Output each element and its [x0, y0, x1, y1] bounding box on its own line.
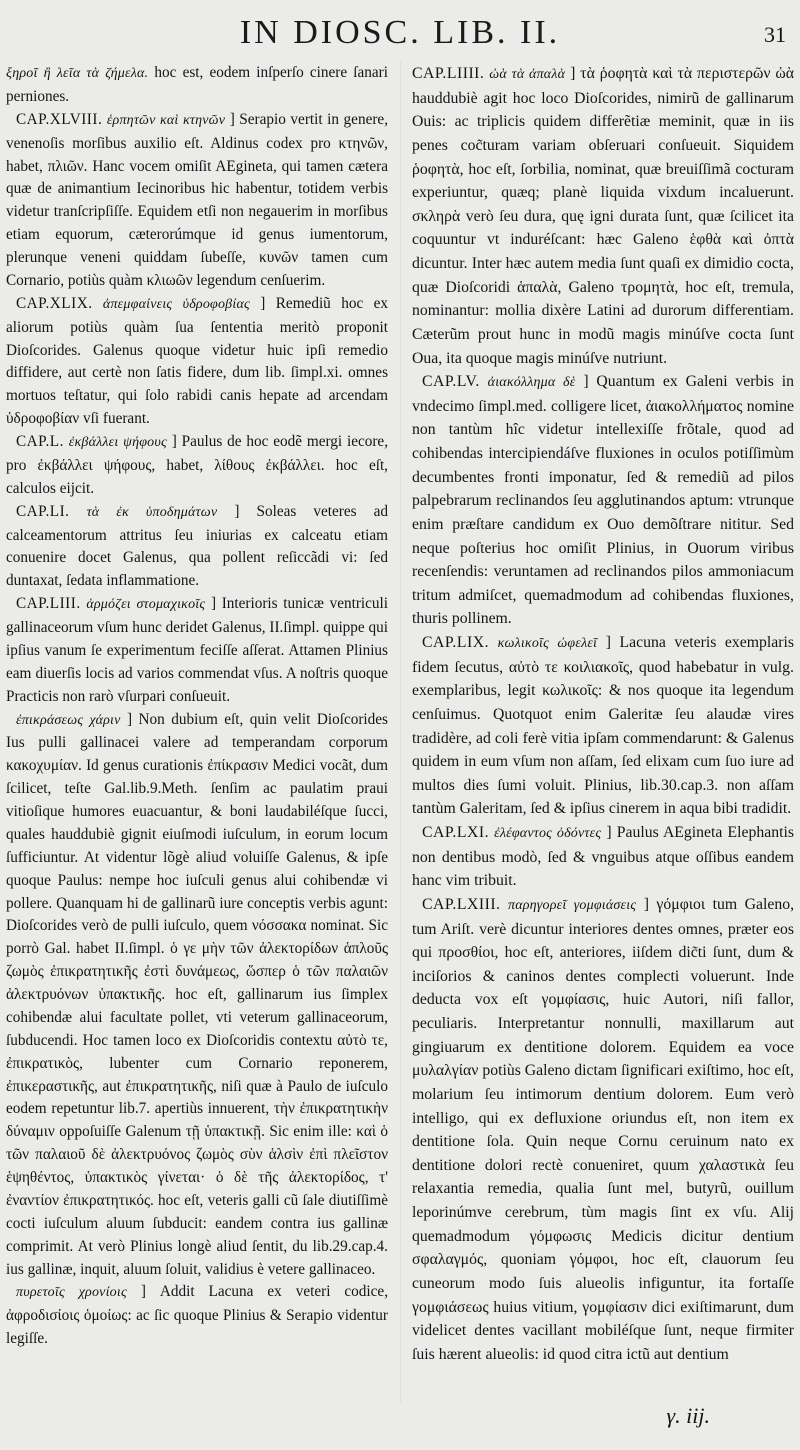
- commentary-text: ] Soleas veteres ad calceamentorum attritus ſeu iniurias ex calceatu etiam conuenire docet Galenus, qua pollent reſiccãdi vi: ſed duntaxat, ſedata inflammatione.: [6, 502, 389, 590]
- commentary-text: ] Interioris tunicæ ventriculi gallinaceorum vſum hunc deridet Galenus, II.ſimpl. quippe qui ipſius vanum ſe experimentum feciſſe aſſerat. Attamen Plinius eam diuerſis locis ad varios commendat vſus. A noſtris quoque Practicis non rarò vſurpari conſueuit.: [6, 595, 389, 705]
- greek-lemma: παρηγορεῖ γομφιάσεις: [507, 897, 637, 913]
- commentary-paragraph: [412, 631, 794, 821]
- commentary-paragraph: [412, 370, 794, 631]
- chapter-heading: CAP.XLVIII.: [16, 110, 103, 128]
- commentary-paragraph: [412, 62, 794, 370]
- chapter-heading: CAP.LI.: [16, 502, 70, 520]
- commentary-paragraph: [6, 109, 388, 293]
- chapter-heading: CAP.LXI.: [422, 824, 490, 841]
- left-column: [6, 62, 388, 1351]
- chapter-heading: CAP.LXIII.: [422, 895, 501, 913]
- commentary-text: ] Addit Lacuna ex veteri codice, ἀφροδισίοις ὁμοίως: ac ſic quoque Plinius & Serapio videntur legiſſe.: [6, 1283, 389, 1348]
- commentary-text: ] Lacuna veteris exemplaris fidem ſecutus, αὐτὸ τε κοιλιακοῖς, quod habebatur in vulg. exemplaribus, legit κωλικοῖς: & nos quoque ita legendum cenſuimus. Quotquot enim Galeritæ ſeu alaudæ vires tradidère, ad coli ferè vitia ipſam commendarunt: & Galenus quidem in eum vſum non aſſam, ſed elixam cum ſuo iure ad multos dies ſumi voluit. Plinius, lib.30.cap.3. non aſſam tantùm Galeritam, ſed & ipſius cinerem in aqua bibi tradidit.: [412, 634, 794, 818]
- commentary-paragraph: [6, 501, 388, 594]
- chapter-heading: CAP.LIX.: [422, 634, 490, 651]
- right-column: [412, 62, 794, 1366]
- commentary-text: ] Paulus de hoc eodẽ mergi iecore, pro ἐκβάλλει ψήφους, habet, λίθους ἐκβάλλει. hoc eſt, calculos eijcit.: [6, 433, 389, 497]
- commentary-text: hoc est, eodem inſperſo cinere ſanari perniones.: [6, 64, 389, 105]
- greek-lemma: ἀιακόλλημα δὲ: [487, 375, 576, 391]
- chapter-heading: CAP.LV.: [422, 373, 480, 391]
- commentary-paragraph: [412, 893, 794, 1367]
- commentary-paragraph: [6, 1281, 388, 1351]
- commentary-text: ] Paulus AEgineta Elephantis non dentibus modò, ſed & vnguibus atque oſſibus eandem hanc vim tribuit.: [412, 824, 795, 890]
- greek-lemma: πυρετοῖς χρονίοις: [16, 1285, 127, 1301]
- greek-lemma: ἑρπητῶν καὶ κτηνῶν: [106, 112, 226, 128]
- greek-lemma: ἐλέφαντος ὀδόντες: [494, 826, 602, 841]
- column-gutter: [400, 62, 401, 1402]
- greek-lemma: ἐκβάλλει ψήφους: [68, 435, 167, 450]
- greek-lemma: ἐπικράσεως χάριν: [16, 712, 121, 728]
- commentary-paragraph: [6, 62, 388, 109]
- greek-lemma: ἀπεμφαίνεις ὑδροφοβίας: [102, 296, 250, 312]
- greek-lemma: ξηροῖ ἢ λεῖα τὰ ζήμελα.: [6, 66, 149, 81]
- commentary-text: ] Serapio vertit in genere, venenoſis morſibus auxilio eſt. Aldinus codex pro κτηνῶν, habet, πλιῶν. Hanc vocem omiſit AEgineta, qui tamen cætera quæ de animantium Iecinoribus hic habentur, totidem verbis videtur tranſcripſiſſe. Equidem etſi non negauerim in morſibus etiam equorum, cæterorúmque id genus iumentorum, plerunque veneni quiddam ſubeſſe, κυνῶν tamen cum Cornario, potiùs quàm κλιωῶν legendum cenſuerim.: [6, 110, 389, 289]
- page-header: [0, 14, 800, 54]
- commentary-paragraph: [6, 709, 388, 1282]
- greek-lemma: ὠὰ τὰ ἁπαλὰ: [489, 67, 566, 82]
- commentary-text: ] Non dubium eſt, quin velit Dioſcorides Ius pulli gallinacei valere ad temperandam corporum κακοχυμίαν. Id genus curationis ἐπίκρασιν Medici vocãt, dum ſcilicet, teſte Gal.lib.9.Meth. ſenſim ac paulatim praui vitioſique humores euacuantur, & boni laudabiléſque ſucci, quales hauddubiè gignit eiuſmodi iuſculum, in eorum locum ſufficiuntur. At videntur lõgè aliud voluiſſe Galenus, & ipſe quoque Paulus: nempe hoc iuſculi genus alui cohibendæ vi pollere. Quanquam hi de gallinarũ iure conceptis verbis agunt: Dioſcorides verò de pulli iuſculo, quem νόσσακα nominat. Sic porrò Gal. habet II.ſimpl. ὁ γε μὴν τῶν ἀλεκτορίδων ἁπλοῦς ζωμὸς ἐπικρατητικῆς ἐστὶ δυνάμεως, ὥσπερ ὁ τῶν παλαιῶν ἀλεκτρυόνων ὑπακτικῆς. hoc eſt, gallinarum ius ſimplex cohibendæ alui facultate pollet, vti veterum gallinaceorum, ſubducendi. Hoc tamen loco ex Dioſcoridis contextu αὐτὸ τε, ἐπικρατικὸς, lubenter cum Cornario reponerem, ἐπικεραστικῆς, aut ἐπικρατητικῆς, niſi quæ à Paulo de iuſculo eodem repetuntur lib.7. apertiùs innuerent, τὴν ἐπικρατητικὴν δύναμιν oppoſuiſſe Galenum τῇ ὑπακτικῇ. Sic enim ille: καὶ ὁ τῶν παλαιοῦ δὲ ἀλεκτρυόνος ζωμὸς σὺν ἁλσὶν ἐπὶ πλεῖστον ἑψηθέντος, ὑπακτικὸς γίνεται· ὁ δὲ τῆς ἀλεκτορίδος, τ' ἐναντίον ἐπικρατητικός. hoc eſt, veteris galli cũ ſale diutiſſimè cocti iuſculum aluum ſubducit: eandem contra ius gallinæ comprimit. At verò Plinius longè aliud ſentit, du lib.29.cap.4. ius gallinæ, inquit, aluum ſoluit, validius è vetere gallinaceo.: [6, 710, 388, 1278]
- chapter-heading: CAP.LIII.: [16, 595, 81, 613]
- chapter-heading: CAP.L.: [16, 433, 64, 450]
- commentary-text: ] τὰ ῥοφητὰ καὶ τὰ περιστερῶν ὠὰ hauddubiè agit hoc loco Dioſcorides, nimirũ de gallinarum Ouis: ac triplicis quidem differẽtiæ meminit, quæ in iis penes coc̃turam variam obſeruari conſueuit. Siquidem ῥοφητὰ, hoc eſt, ſorbilia, nominat, quæ breuiſſimã cocturam experiuntur, quæq; planè liquida vixdum incaluerunt. σκληρὰ verò ſeu dura, quę igni durata ſunt, quæ ſcilicet ita coquuntur vt induréſcant: hæc Galeno ἑφθὰ καὶ ὀπτὰ dicuntur. Inter hæc autem media ſunt quaſi ex dimidio cocta, quæ Dioſcoridi ἁπαλὰ, Galeno τρομητὰ, hoc eſt, tremula, nominantur: mollia dixère Latini ad durorum differentiam. Cæterũm prout hunc in modũ magis minúſve cocta ſunt Oua, ita quoque magis minúſve nutriunt.: [412, 65, 795, 367]
- greek-lemma: ἁρμόζει στομαχικοῖς: [86, 597, 206, 613]
- chapter-heading: CAP.XLIX.: [16, 294, 93, 312]
- commentary-paragraph: [6, 293, 388, 431]
- commentary-paragraph: [6, 593, 388, 708]
- commentary-paragraph: [6, 431, 388, 501]
- greek-lemma: κωλικοῖς ὠφελεῖ: [497, 636, 598, 651]
- page-number: 31: [764, 22, 786, 47]
- commentary-text: ] γόμφιοι tum Galeno, tum Ariſt. verè dicuntur interiores dentes omnes, præter eos qui προσθίοι, hoc eſt, anteriores, iiſdem dic̃ti ſunt, dum & inciſorios & caninos dentes complecti voluerunt. Inde deducta vox eſt γομφίασις, huic Autori, niſi fallor, peculiaris. Interpretantur nonnulli, maxillarum aut gingiuarum ex dentitione dolorem. Equidem ea voce μυλαλγίαν potiùs Galeno dictam ſignificari exiſtimo, hoc eſt, molarium ſeu intimorum dentium dolorem. Eum verò intelligo, qui ex defluxione oriundus eſt, non item ex dentitione ſola. Quin neque Cornu ceruinum nato ex dentitione dolori rectè conueniret, quum χαλαστικὰ ſeu relaxantia remedia, qualia ſunt mel, butyrũ, ouillum leporinúmve cerebrum, tùm magis ſint ex vſu. Alij quemadmodum γόμφωσις Medicis dicitur dentium σφαλαγμός, quoniam γόμφοι, hoc eſt, clauorum ſeu cuneorum modo ſuis alueolis infiguntur, ita fortaſſe γομφιάσεως huius vitium, γομφίασιν dici exiſtimarunt, dum videlicet dentes vacillant mobiléſque ſunt, neque firmiter ſuis hærent alueolis: id quod citra ictũ aut dentium: [412, 895, 795, 1363]
- commentary-text: ] Remediũ hoc ex aliorum potiùs quàm ſua ſententia meritò proponit Dioſcorides. Galenus quoque videtur huic ipſi remedio diffidere, aut certè non ſatis fidere, dum lib. ſimpl.xi. omnes mortuos teſtatur, qui ſolo rabidi canis hepate ad arcendam ὑδροφοβίαν vſi fuerant.: [6, 294, 388, 428]
- commentary-paragraph: [412, 821, 794, 893]
- running-head: IN DIOSC. LIB. II.: [239, 14, 561, 51]
- signature-mark: γ. iij.: [666, 1403, 710, 1428]
- commentary-text: ] Quantum ex Galeni verbis in vndecimo ſimpl.med. colligere licet, ἀιακολλήματος nomine non tantùm hîc videtur intellexiſſe frõtale, quod ad cohibendas intercipiendáſve fluxiones in oculos potiſſimùm decumbentes fronti imponatur, ſed & remediũ ad pilos palpebrarum reclinandos ſeu agglutinandos aptum: vtrunque enim præſtare candidum ex Ouo demõſtrare nititur. Sed neque poſterius hoc omiſit Plinius, in Ouorum viribus recenſendis: veruntamen ad reclinandos pilos ammoniacum tritum admiſcet, quemadmodum ad cohibendas fluxiones, thuris pollinem.: [412, 373, 795, 628]
- chapter-heading: CAP.LIIII.: [412, 65, 485, 82]
- greek-lemma: τὰ ἐκ ὑποδημάτων: [86, 504, 218, 520]
